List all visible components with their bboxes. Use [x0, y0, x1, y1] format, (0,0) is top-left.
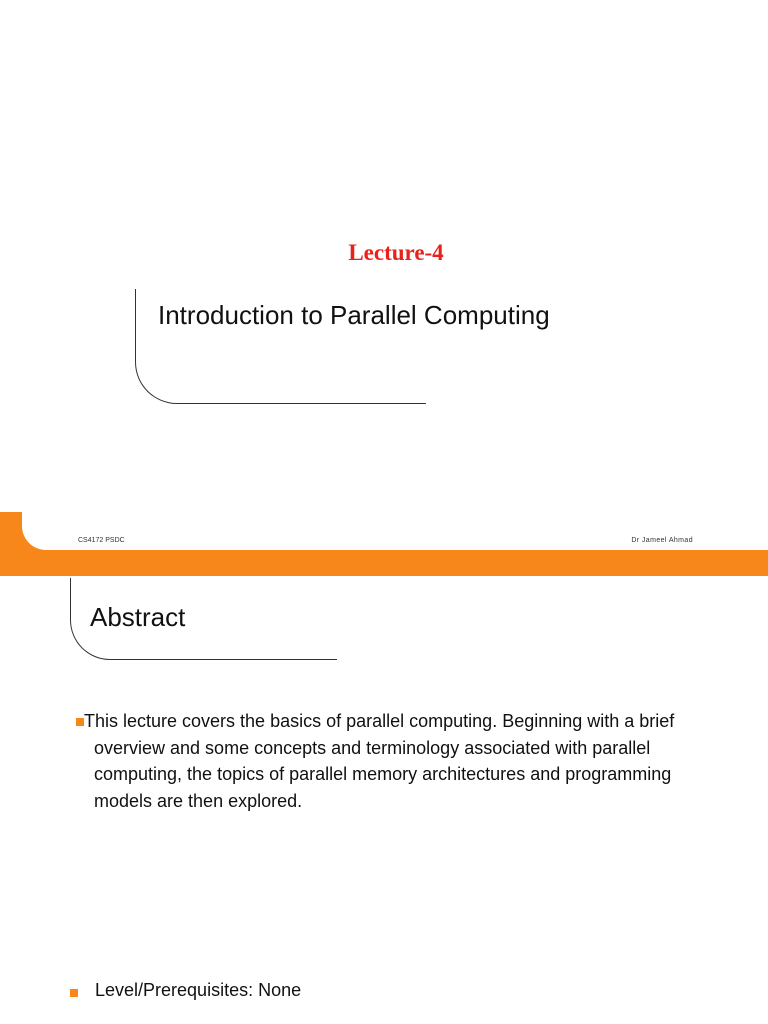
lecture-number: Lecture-4	[348, 240, 444, 265]
footer-course-code: CS4172 PSDC	[78, 537, 125, 544]
footer-author: Dr Jameel Ahmad	[631, 537, 693, 544]
lecture-title: Introduction to Parallel Computing	[158, 300, 550, 330]
footer-tab	[22, 512, 768, 550]
bullet-square-icon	[70, 989, 78, 997]
abstract-heading: Abstract	[90, 602, 186, 632]
prerequisites-bullet-text: Level/Prerequisites: None	[95, 980, 302, 1000]
abstract-bullet-text: This lecture covers the basics of parallel computing. Beginning with a brief overview and some concepts and terminology associated with parallel computing, the topics of parallel memory architectures and programming models are then explored.	[84, 711, 675, 811]
bullet-square-icon	[76, 718, 84, 726]
